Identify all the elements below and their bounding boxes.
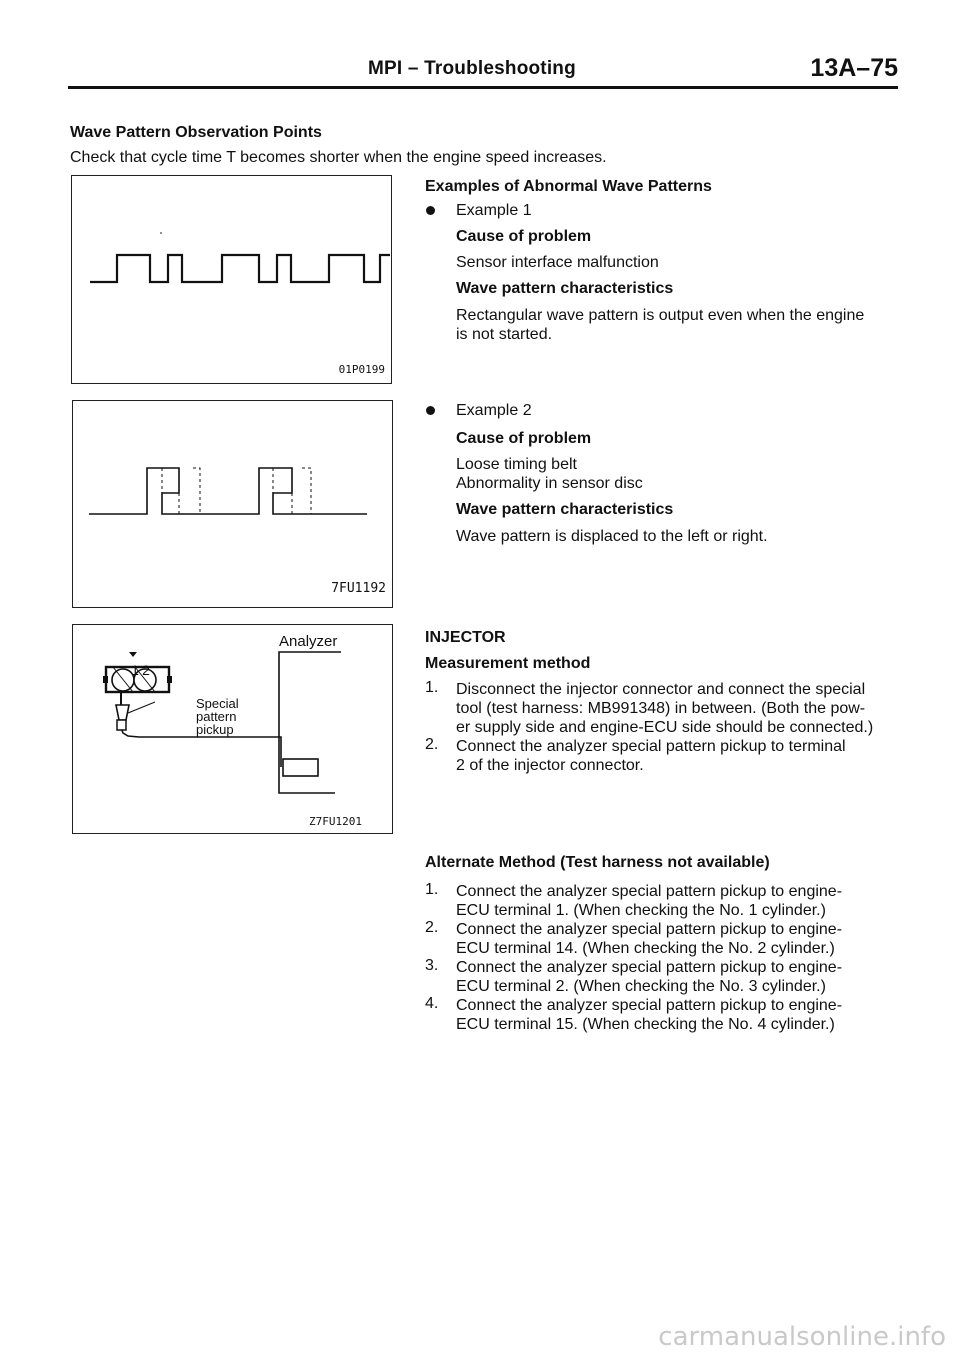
injector-step-line: er supply side and engine-ECU side should be connected.) [456, 719, 874, 736]
page-header [68, 52, 898, 88]
observation-heading: Wave Pattern Observation Points [70, 124, 322, 141]
step-number: 2. [425, 919, 439, 936]
connector-pin-1: 1 [131, 662, 139, 678]
measurement-method-label: Measurement method [425, 655, 591, 672]
figure-displaced-wave [72, 400, 393, 608]
example2-cause-line: Loose timing belt [456, 456, 577, 473]
figure-code: 7FU1192 [331, 581, 386, 596]
example1-cause: Sensor interface malfunction [456, 254, 659, 271]
analyzer-label: Analyzer [279, 633, 338, 650]
alternate-step-line: ECU terminal 15. (When checking the No. 4 cylinder.) [456, 1016, 835, 1033]
step-number: 3. [425, 957, 439, 974]
step-number: 2. [425, 736, 439, 753]
pickup-label [196, 697, 239, 736]
injector-step-line: 2 of the injector connector. [456, 757, 644, 774]
abnormal-heading: Examples of Abnormal Wave Patterns [425, 178, 712, 195]
example1-title: Example 1 [456, 202, 532, 219]
example2-cause-line: Abnormality in sensor disc [456, 475, 643, 492]
figure-code: Z7FU1201 [309, 815, 362, 828]
pickup-label-line: pattern [196, 709, 237, 724]
figure-code: 01P0199 [338, 363, 385, 376]
bullet-icon [426, 406, 435, 415]
observation-text: Check that cycle time T becomes shorter when the engine speed increases. [70, 149, 607, 166]
page-title: MPI – Troubleshooting [368, 58, 576, 79]
injector-step-line: Disconnect the injector connector and connect the special [456, 681, 866, 698]
injector-step-line: tool (test harness: MB991348) in between. (Both the pow- [456, 700, 866, 717]
injector-step-line: Connect the analyzer special pattern pickup to terminal [456, 738, 846, 755]
example1-char-line: is not started. [456, 326, 553, 343]
step-number: 1. [425, 679, 439, 696]
displaced-wave-diagram [73, 401, 391, 606]
step-number: 1. [425, 881, 439, 898]
injector-heading: INJECTOR [425, 629, 506, 646]
figure-rectangular-wave [71, 175, 392, 384]
alternate-heading: Alternate Method (Test harness not available) [425, 854, 770, 871]
pickup-label-line: Special [196, 696, 239, 711]
example2-char-label: Wave pattern characteristics [456, 501, 674, 518]
alternate-step-line: ECU terminal 14. (When checking the No. 2 cylinder.) [456, 940, 835, 957]
bullet-icon [426, 206, 435, 215]
alternate-step-line: Connect the analyzer special pattern pickup to engine- [456, 921, 843, 938]
alternate-step-line: Connect the analyzer special pattern pickup to engine- [456, 883, 843, 900]
example1-char-label: Wave pattern characteristics [456, 280, 674, 297]
pickup-label-line: pickup [196, 722, 234, 737]
example1-char-line: Rectangular wave pattern is output even when the engine [456, 307, 865, 324]
figure-analyzer-hookup [72, 624, 393, 834]
example2-title: Example 2 [456, 402, 532, 419]
alternate-step-line: ECU terminal 2. (When checking the No. 3 cylinder.) [456, 978, 826, 995]
connector-pin-2: 2 [142, 662, 150, 678]
alternate-step-line: ECU terminal 1. (When checking the No. 1 cylinder.) [456, 902, 826, 919]
example2-char-line: Wave pattern is displaced to the left or right. [456, 528, 768, 545]
watermark: carmanualsonline.info [658, 1322, 946, 1352]
alternate-step-line: Connect the analyzer special pattern pickup to engine- [456, 959, 843, 976]
rectangular-wave-diagram [72, 176, 390, 382]
example1-cause-label: Cause of problem [456, 228, 592, 245]
alternate-step-line: Connect the analyzer special pattern pickup to engine- [456, 997, 843, 1014]
header-rule [68, 86, 898, 89]
example2-cause-label: Cause of problem [456, 430, 592, 447]
step-number: 4. [425, 995, 439, 1012]
page-number: 13A–75 [810, 54, 898, 82]
